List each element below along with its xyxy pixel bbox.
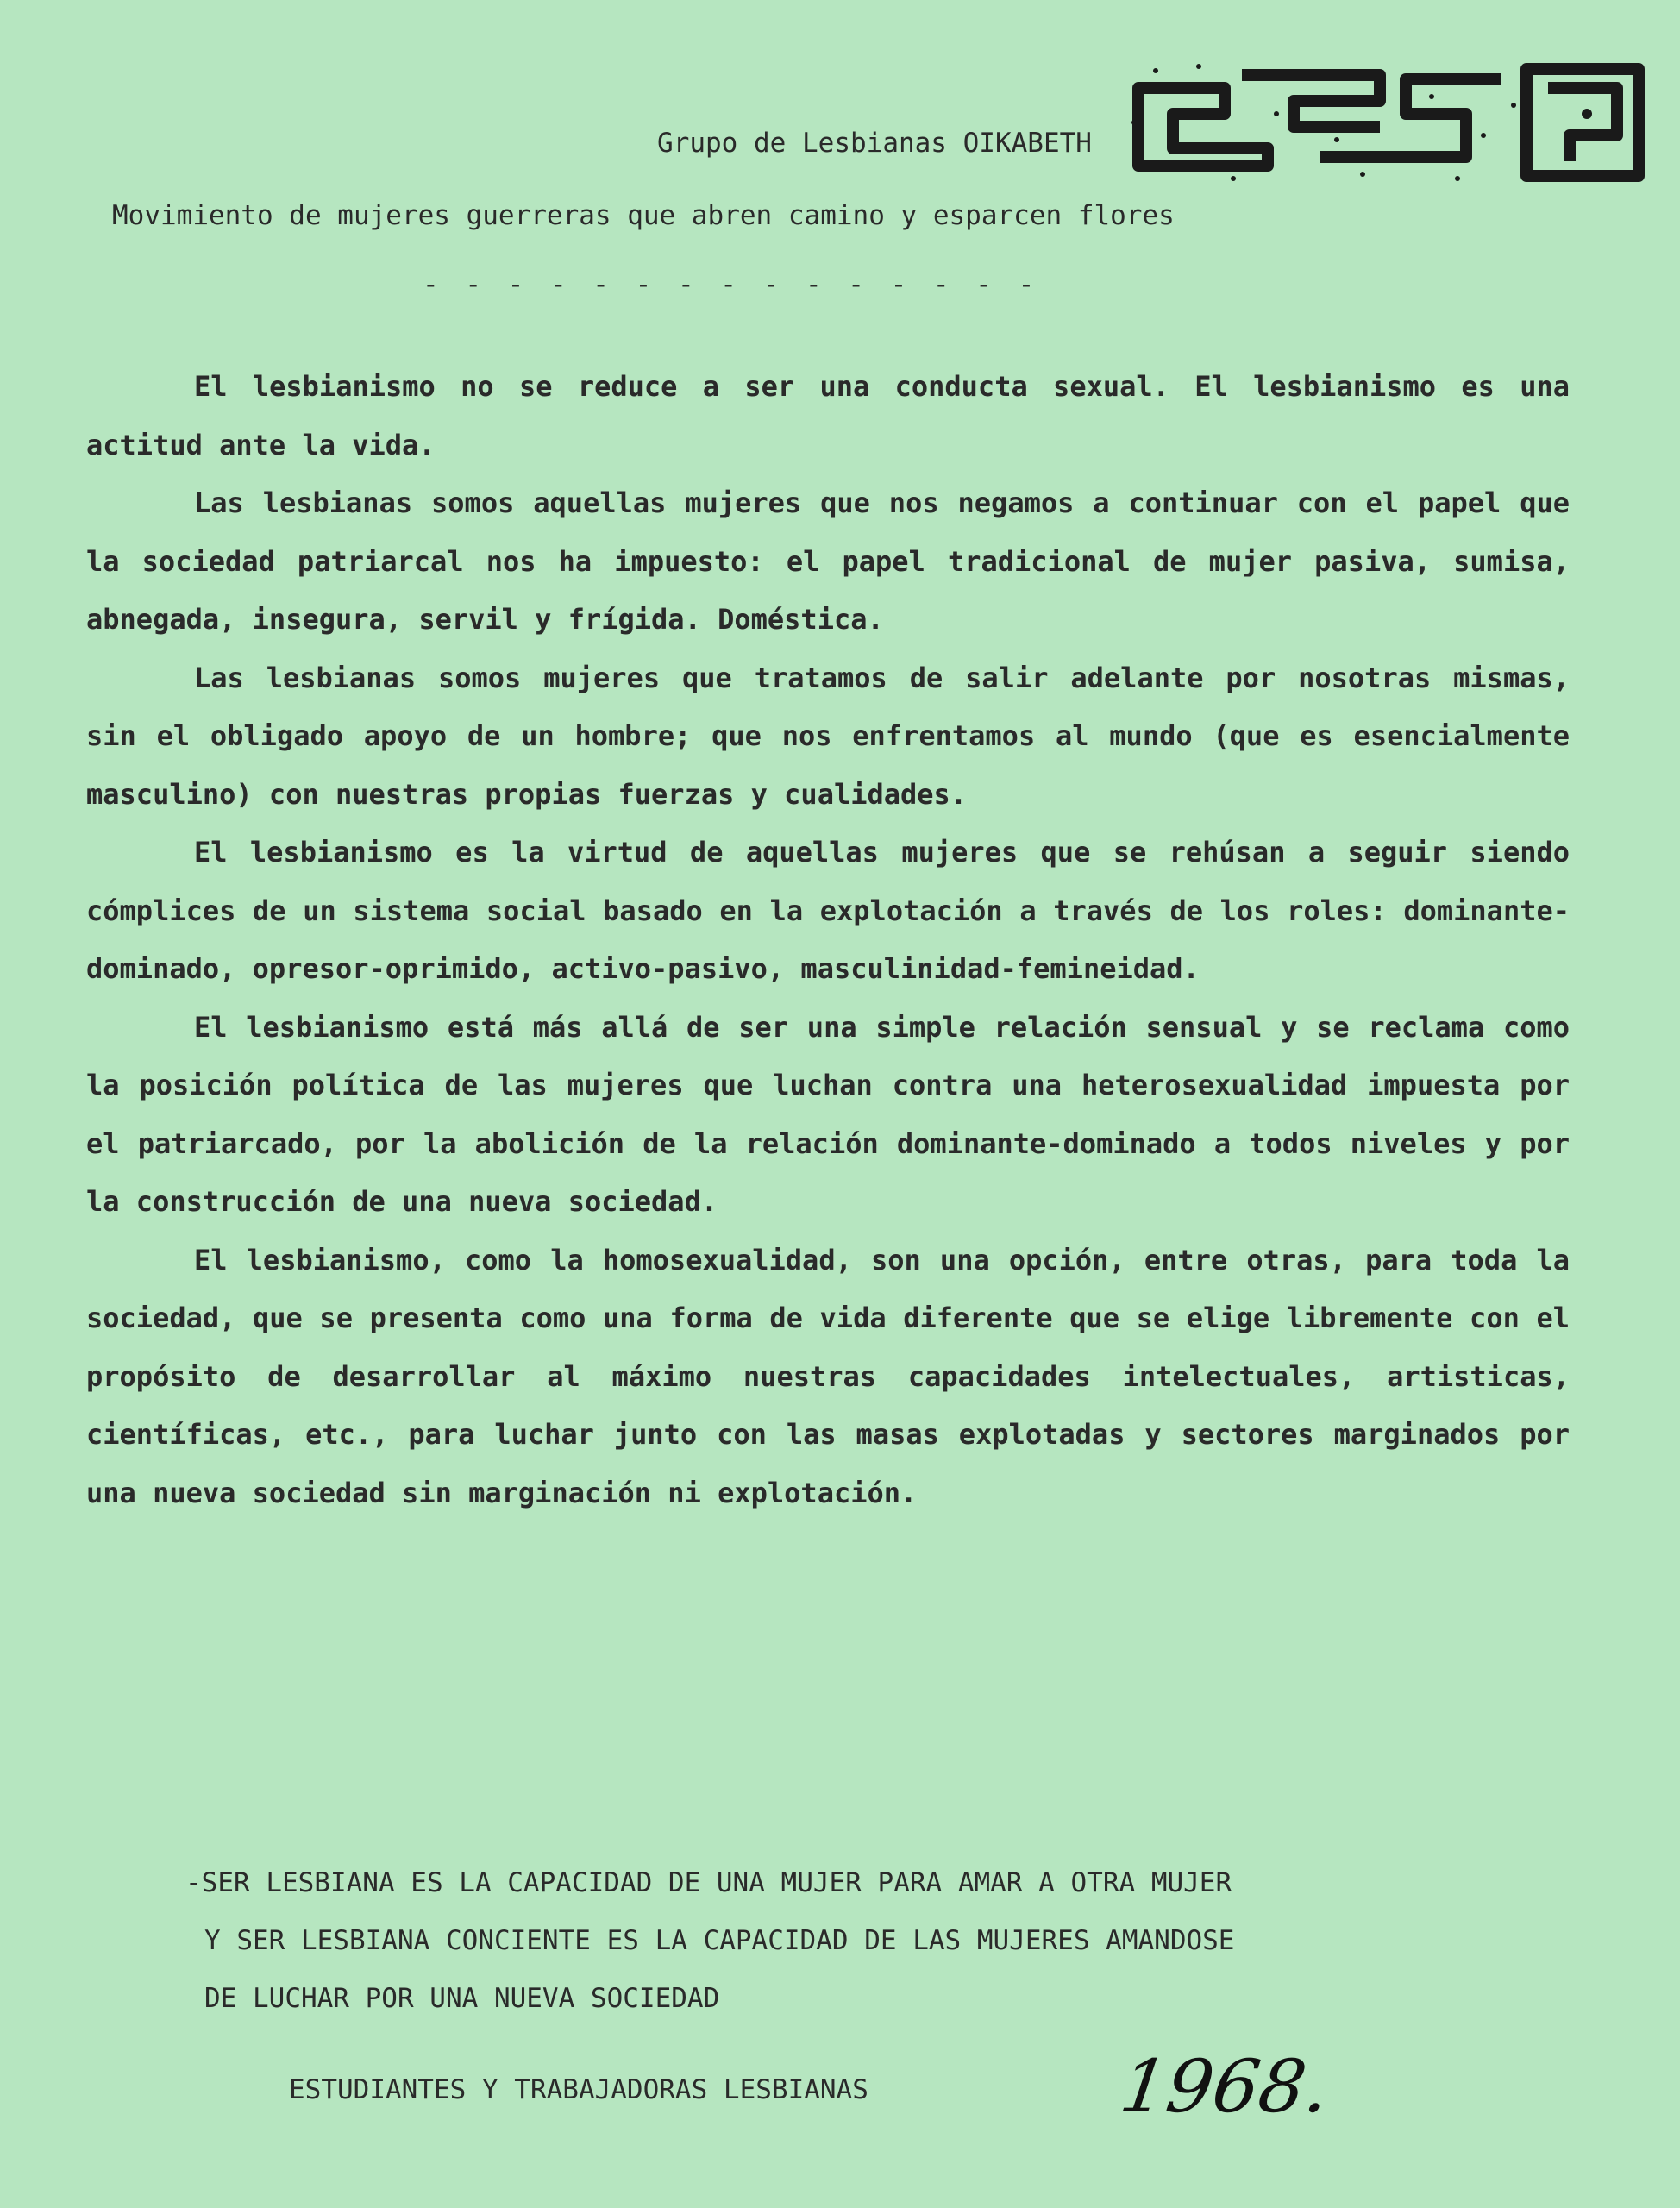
- dashed-divider: - - - - - - - - - - - - - - -: [423, 269, 1040, 300]
- handwritten-year: 1968.: [1115, 2044, 1335, 2129]
- slogan-block: [185, 1854, 1234, 2028]
- manifesto-body: [86, 358, 1570, 1522]
- paragraph: Las lesbianas somos mujeres que tratamos de salir adelante por nosotras mismas, sin el obligado apoyo de un hombre; que nos enfrentamos al mundo (que es esencialmente masculino) con nuestras propias fuerzas y cualidades.: [86, 661, 1570, 811]
- slogan-line: Y SER LESBIANA CONCIENTE ES LA CAPACIDAD DE LAS MUJERES AMANDOSE: [204, 1925, 1235, 1956]
- document-title: Grupo de Lesbianas OIKABETH: [657, 128, 1092, 159]
- paragraph: El lesbianismo está más allá de ser una simple relación sensual y se reclama como la posición política de las mujeres que luchan contra una heterosexualidad impuesta por el patriarcado, por la abolición de la relación dominante-dominado a todos niveles y por la construcción de una nueva sociedad.: [86, 1010, 1570, 1218]
- signature-line: ESTUDIANTES Y TRABAJADORAS LESBIANAS: [289, 2074, 868, 2105]
- paragraph: El lesbianismo no se reduce a ser una conducta sexual. El lesbianismo es una actitud ante la vida.: [86, 370, 1570, 461]
- slogan-line: DE LUCHAR POR UNA NUEVA SOCIEDAD: [204, 1983, 720, 2014]
- document-subtitle: Movimiento de mujeres guerreras que abren camino y esparcen flores: [112, 200, 1175, 231]
- slogan-line: -SER LESBIANA ES LA CAPACIDAD DE UNA MUJER PARA AMAR A OTRA MUJER: [185, 1867, 1232, 1898]
- paragraph: Las lesbianas somos aquellas mujeres que nos negamos a continuar con el papel que la sociedad patriarcal nos ha impuesto: el papel tradicional de mujer pasiva, sumisa, abnegada, insegura, servil y frígida. Doméstica.: [86, 486, 1570, 636]
- oikabeth-stamp-logo: [1121, 53, 1656, 191]
- paragraph: El lesbianismo, como la homosexualidad, son una opción, entre otras, para toda la sociedad, que se presenta como una forma de vida diferente que se elige libremente con el propósito de desarrollar al máximo nuestras capacidades intelectuales, artisticas, científicas, etc., para luchar junto con las masas explotadas y sectores marginados por una nueva sociedad sin marginación ni explotación.: [86, 1243, 1570, 1509]
- paragraph: El lesbianismo es la virtud de aquellas mujeres que se rehúsan a seguir siendo cómplices de un sistema social basado en la explotación a través de los roles: dominante-dominado, opresor-oprimido, activo-pasivo, masculinidad-femineidad.: [86, 836, 1570, 985]
